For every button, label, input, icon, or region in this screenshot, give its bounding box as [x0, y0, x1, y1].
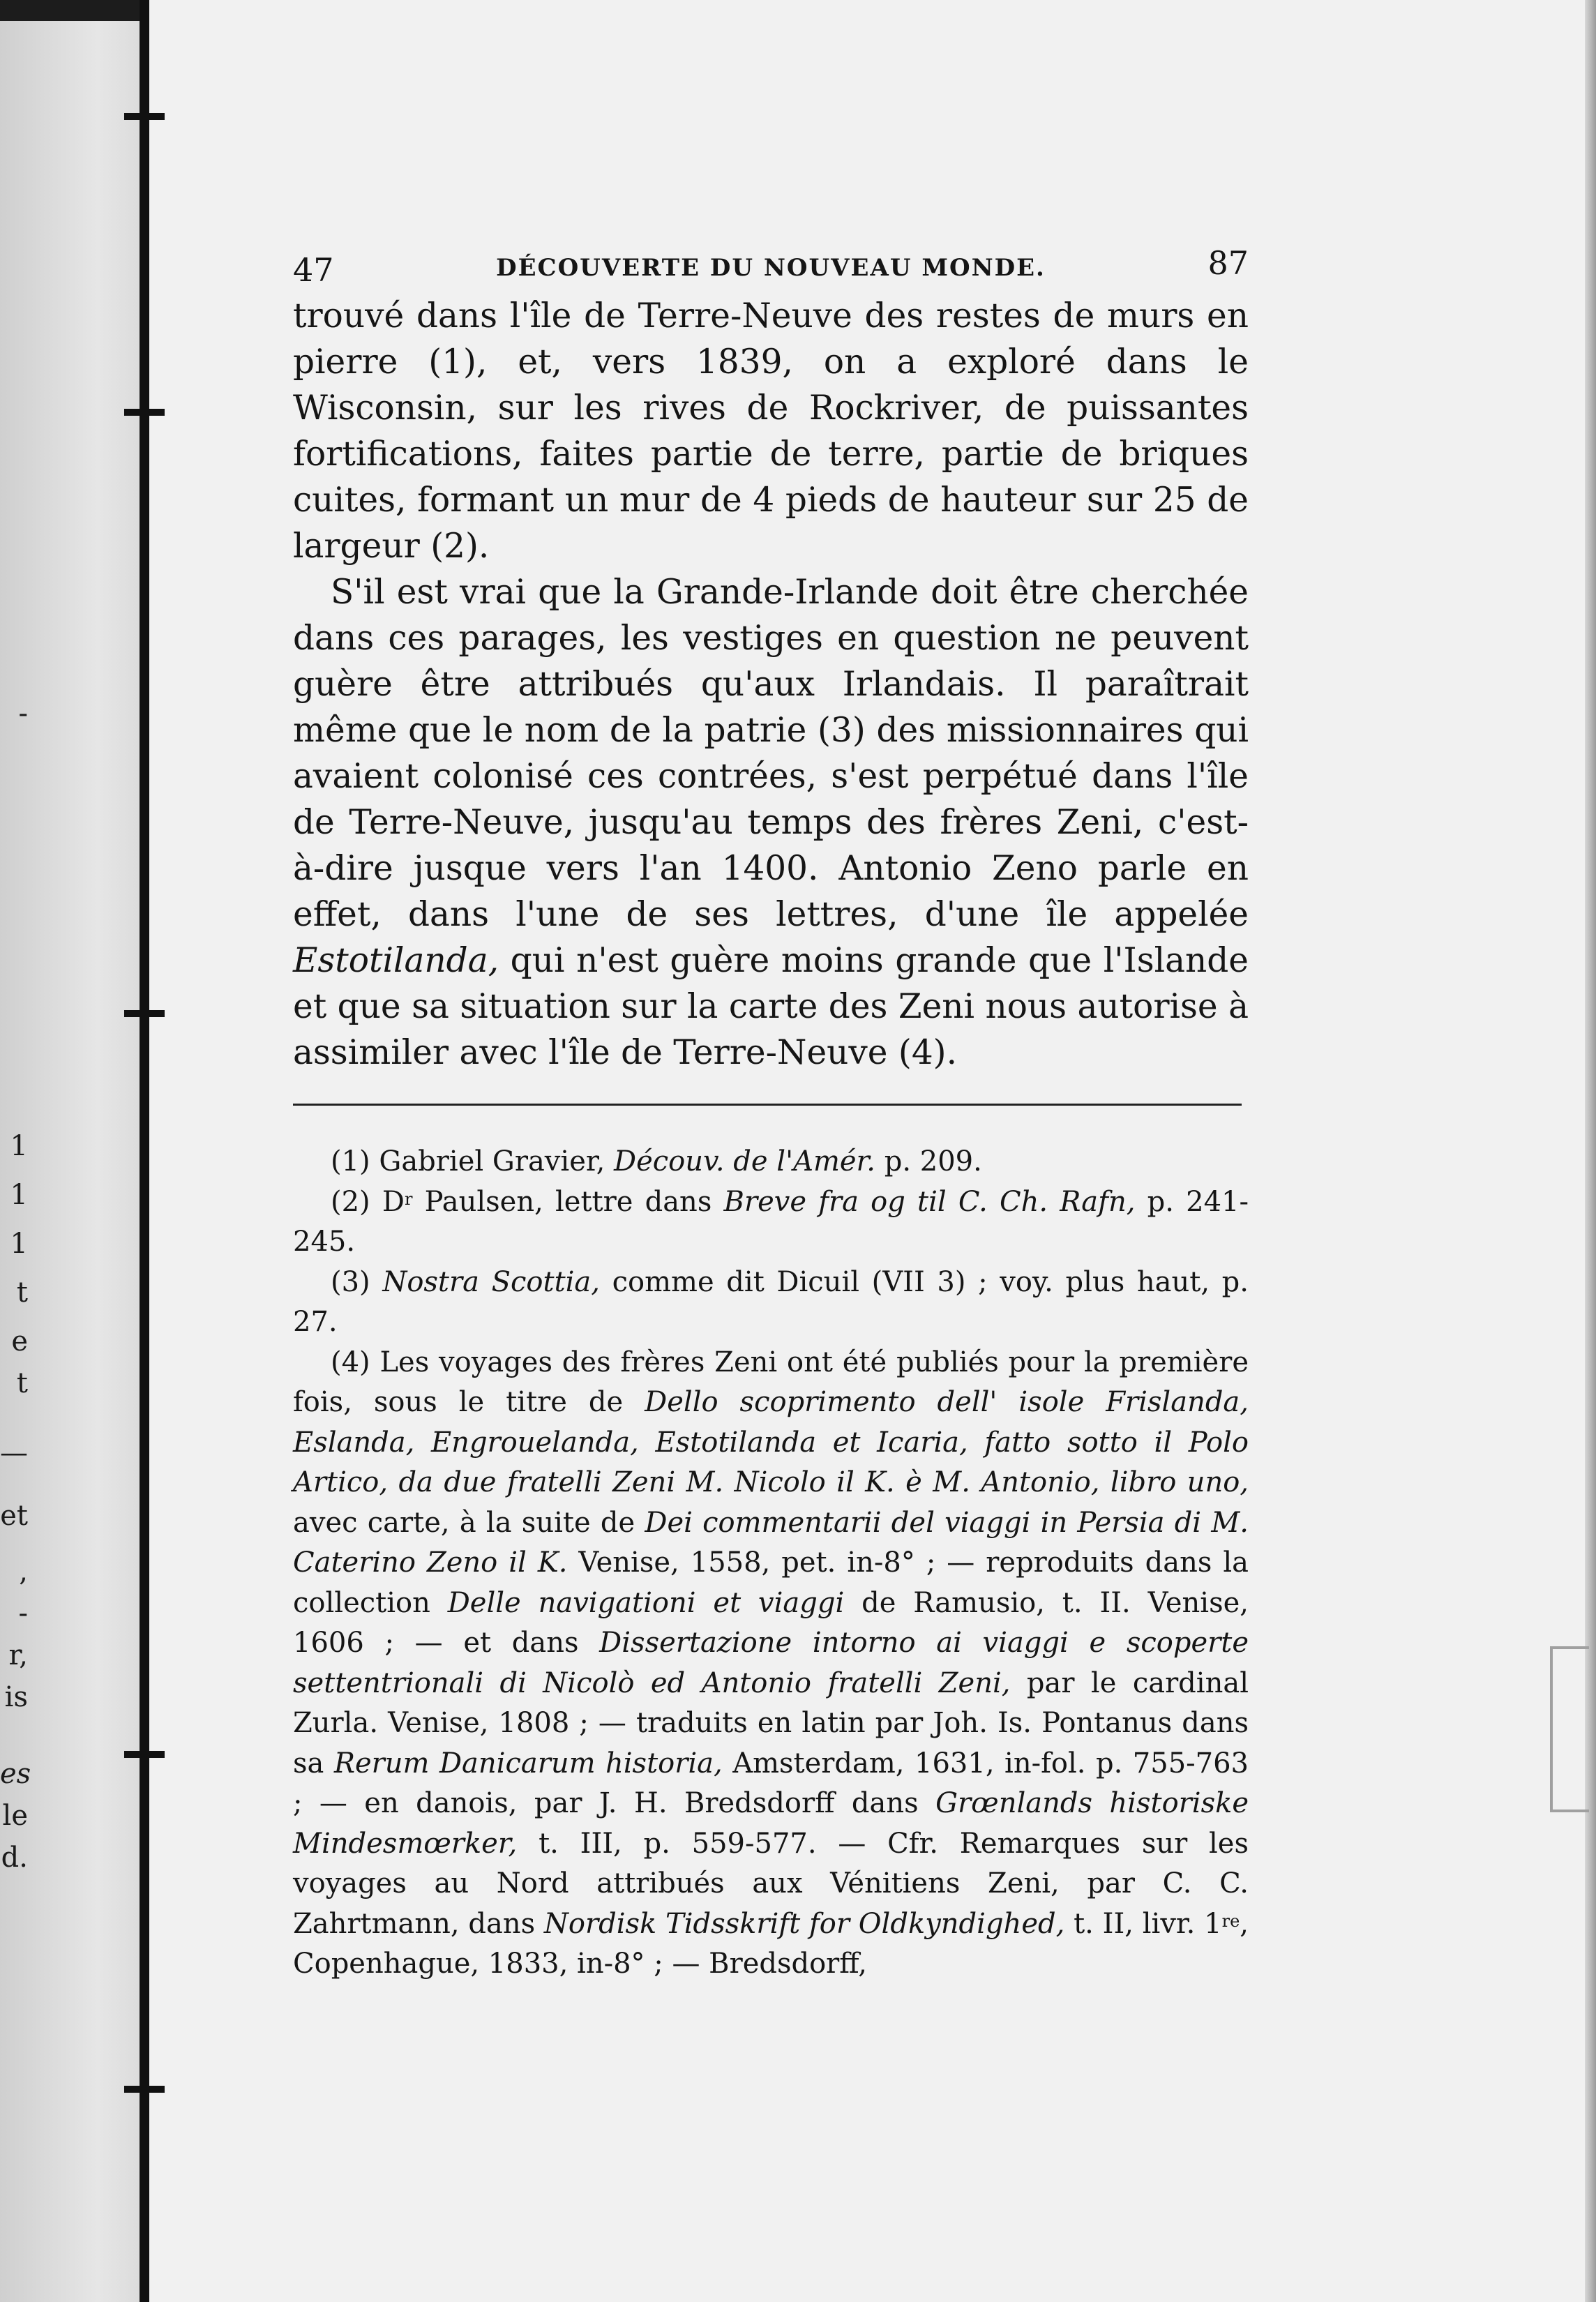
facing-fragment: is [4, 1681, 28, 1713]
footnote-2 [293, 1182, 1249, 1263]
italic-run: Breve fra og til C. Ch. Rafn, [723, 1185, 1136, 1218]
italic-run: Rerum Danicarum historia, [333, 1747, 723, 1780]
text-run: (3) [331, 1265, 383, 1298]
facing-fragment: 1 [10, 1228, 28, 1260]
book-binding [140, 0, 149, 2302]
facing-fragment: t [16, 1367, 28, 1399]
facing-fragment: le [2, 1800, 28, 1832]
facing-fragment: , [19, 1556, 28, 1588]
text-run: avec carte, à la suite de [293, 1506, 645, 1539]
binding-stitch [124, 113, 165, 120]
text-run: comme dit Dicuil (VII 3) ; voy. plus haut, p. 27. [293, 1265, 1249, 1338]
binding-stitch [124, 2086, 165, 2093]
main-text [293, 293, 1249, 1076]
text-run: t. II, livr. 1 [1064, 1907, 1222, 1940]
scan-shadow [0, 0, 140, 21]
binding-stitch [124, 1751, 165, 1758]
text-run: Paulsen, lettre dans [412, 1185, 724, 1218]
text-run: p. 241-245. [293, 1185, 1249, 1258]
italic-run: Découv. de l'Amér. [614, 1145, 875, 1178]
facing-fragment: 1 [10, 1130, 28, 1162]
text-run: p. 209. [875, 1145, 982, 1178]
italic-run: Delle navigationi et viaggi [447, 1586, 845, 1619]
italic-run: Estotilanda, [293, 941, 499, 980]
running-title: DÉCOUVERTE DU NOUVEAU MONDE. [496, 254, 1046, 282]
superscript: r [404, 1189, 413, 1209]
facing-fragment: 1 [10, 1179, 28, 1211]
facing-fragment: es [0, 1758, 31, 1790]
italic-run: Nordisk Tidsskrift for Oldkyndighed, [543, 1907, 1065, 1940]
facing-fragment: - [18, 1597, 28, 1630]
page-number-right: 87 [1207, 244, 1249, 282]
text-run: Venise, 1558, pet. in-8° ; — reproduits dans la collection [293, 1547, 1249, 1619]
italic-run: Dissertazione intorno ai viaggi e scoperte settentrionali di Nicolò ed Antonio fratelli Zeni, [293, 1627, 1249, 1699]
binding-stitch [124, 1010, 165, 1017]
running-head [293, 244, 1249, 293]
text-run: , Copenhague, 1833, in-8° ; — Bredsdorff, [293, 1907, 1249, 1980]
facing-fragment: d. [1, 1842, 28, 1874]
facing-fragment: - [18, 698, 28, 730]
text-run: Amsterdam, 1631, in-fol. p. 755-763 ; — en danois, par J. H. Bredsdorff dans [293, 1747, 1249, 1819]
italic-run: Dello scoprimento dell' isole Frislanda, Eslanda, Engrouelanda, Estotilanda et Icaria, fatto sotto il Polo Artico, da due fratelli Zeni M. Nicolo il K. è M. Antonio, libro uno, [293, 1386, 1249, 1498]
footnote-4 [293, 1343, 1249, 1985]
facing-fragment: — [0, 1437, 28, 1469]
paragraph-2 [293, 569, 1249, 1076]
facing-fragment: et [0, 1500, 28, 1532]
binding-stitch [124, 409, 165, 416]
paragraph-1: trouvé dans l'île de Terre-Neuve des restes de murs en pierre (1), et, vers 1839, on a exploré dans le Wisconsin, sur les rives de Rockriver, de puissantes fortifications, faites partie de terre, partie de briques cuites, formant un mur de 4 pieds de hauteur sur 25 de largeur (2). [293, 296, 1249, 566]
footnote-1 [293, 1142, 1249, 1182]
page-number-left: 47 [293, 251, 334, 289]
italic-run: Dei commentarii del viaggi in Persia di M. Caterino Zeno il K. [293, 1506, 1249, 1579]
text-run: (2) D [331, 1185, 405, 1218]
facing-fragment: e [11, 1325, 28, 1357]
text-run: par le cardinal Zurla. Venise, 1808 ; — traduits en latin par Joh. Is. Pontanus dans sa [293, 1667, 1249, 1780]
footnote-3 [293, 1263, 1249, 1343]
facing-fragment: t [16, 1277, 28, 1309]
text-run: S'il est vrai que la Grande-Irlande doit être cherchée dans ces parages, les vestiges en question ne peuvent guère être attribués qu'aux Irlandais. Il paraîtrait même que le nom de la patrie (3) des missionnaires qui avaient colonisé ces contrées, s'est perpétué dans l'île de Terre-Neuve, jusqu'au temps des frères Zeni, c'est-à-dire jusque vers l'an 1400. Antonio Zeno parle en effet, dans l'une de ses lettres, d'une île appelée [293, 573, 1249, 934]
superscript: re [1221, 1911, 1240, 1931]
page-edge [1585, 0, 1596, 2302]
facing-fragment: r, [8, 1639, 28, 1671]
text-run: (1) Gabriel Gravier, [331, 1145, 615, 1178]
text-run: t. III, p. 559-577. — Cfr. Remarques sur les voyages au Nord attribués aux Vénitiens Zeni, par C. C. Zahrtmann, dans [293, 1827, 1249, 1940]
book-page [293, 244, 1249, 1985]
footnote-separator [293, 1104, 1242, 1106]
footnotes [293, 1142, 1249, 1985]
text-run: (4) Les voyages des frères Zeni ont été publiés pour la première fois, sous le titre de [293, 1346, 1249, 1418]
page-tab-mark [1550, 1646, 1589, 1812]
text-run: de Ramusio, t. II. Venise, 1606 ; — et dans [293, 1586, 1249, 1659]
text-run: qui n'est guère moins grande que l'Islande et que sa situation sur la carte des Zeni nous autorise à assimiler avec l'île de Terre-Neuve (4). [293, 941, 1249, 1072]
italic-run: Grœnlands historiske Mindesmœrker, [293, 1787, 1249, 1860]
italic-run: Nostra Scottia, [382, 1265, 600, 1298]
